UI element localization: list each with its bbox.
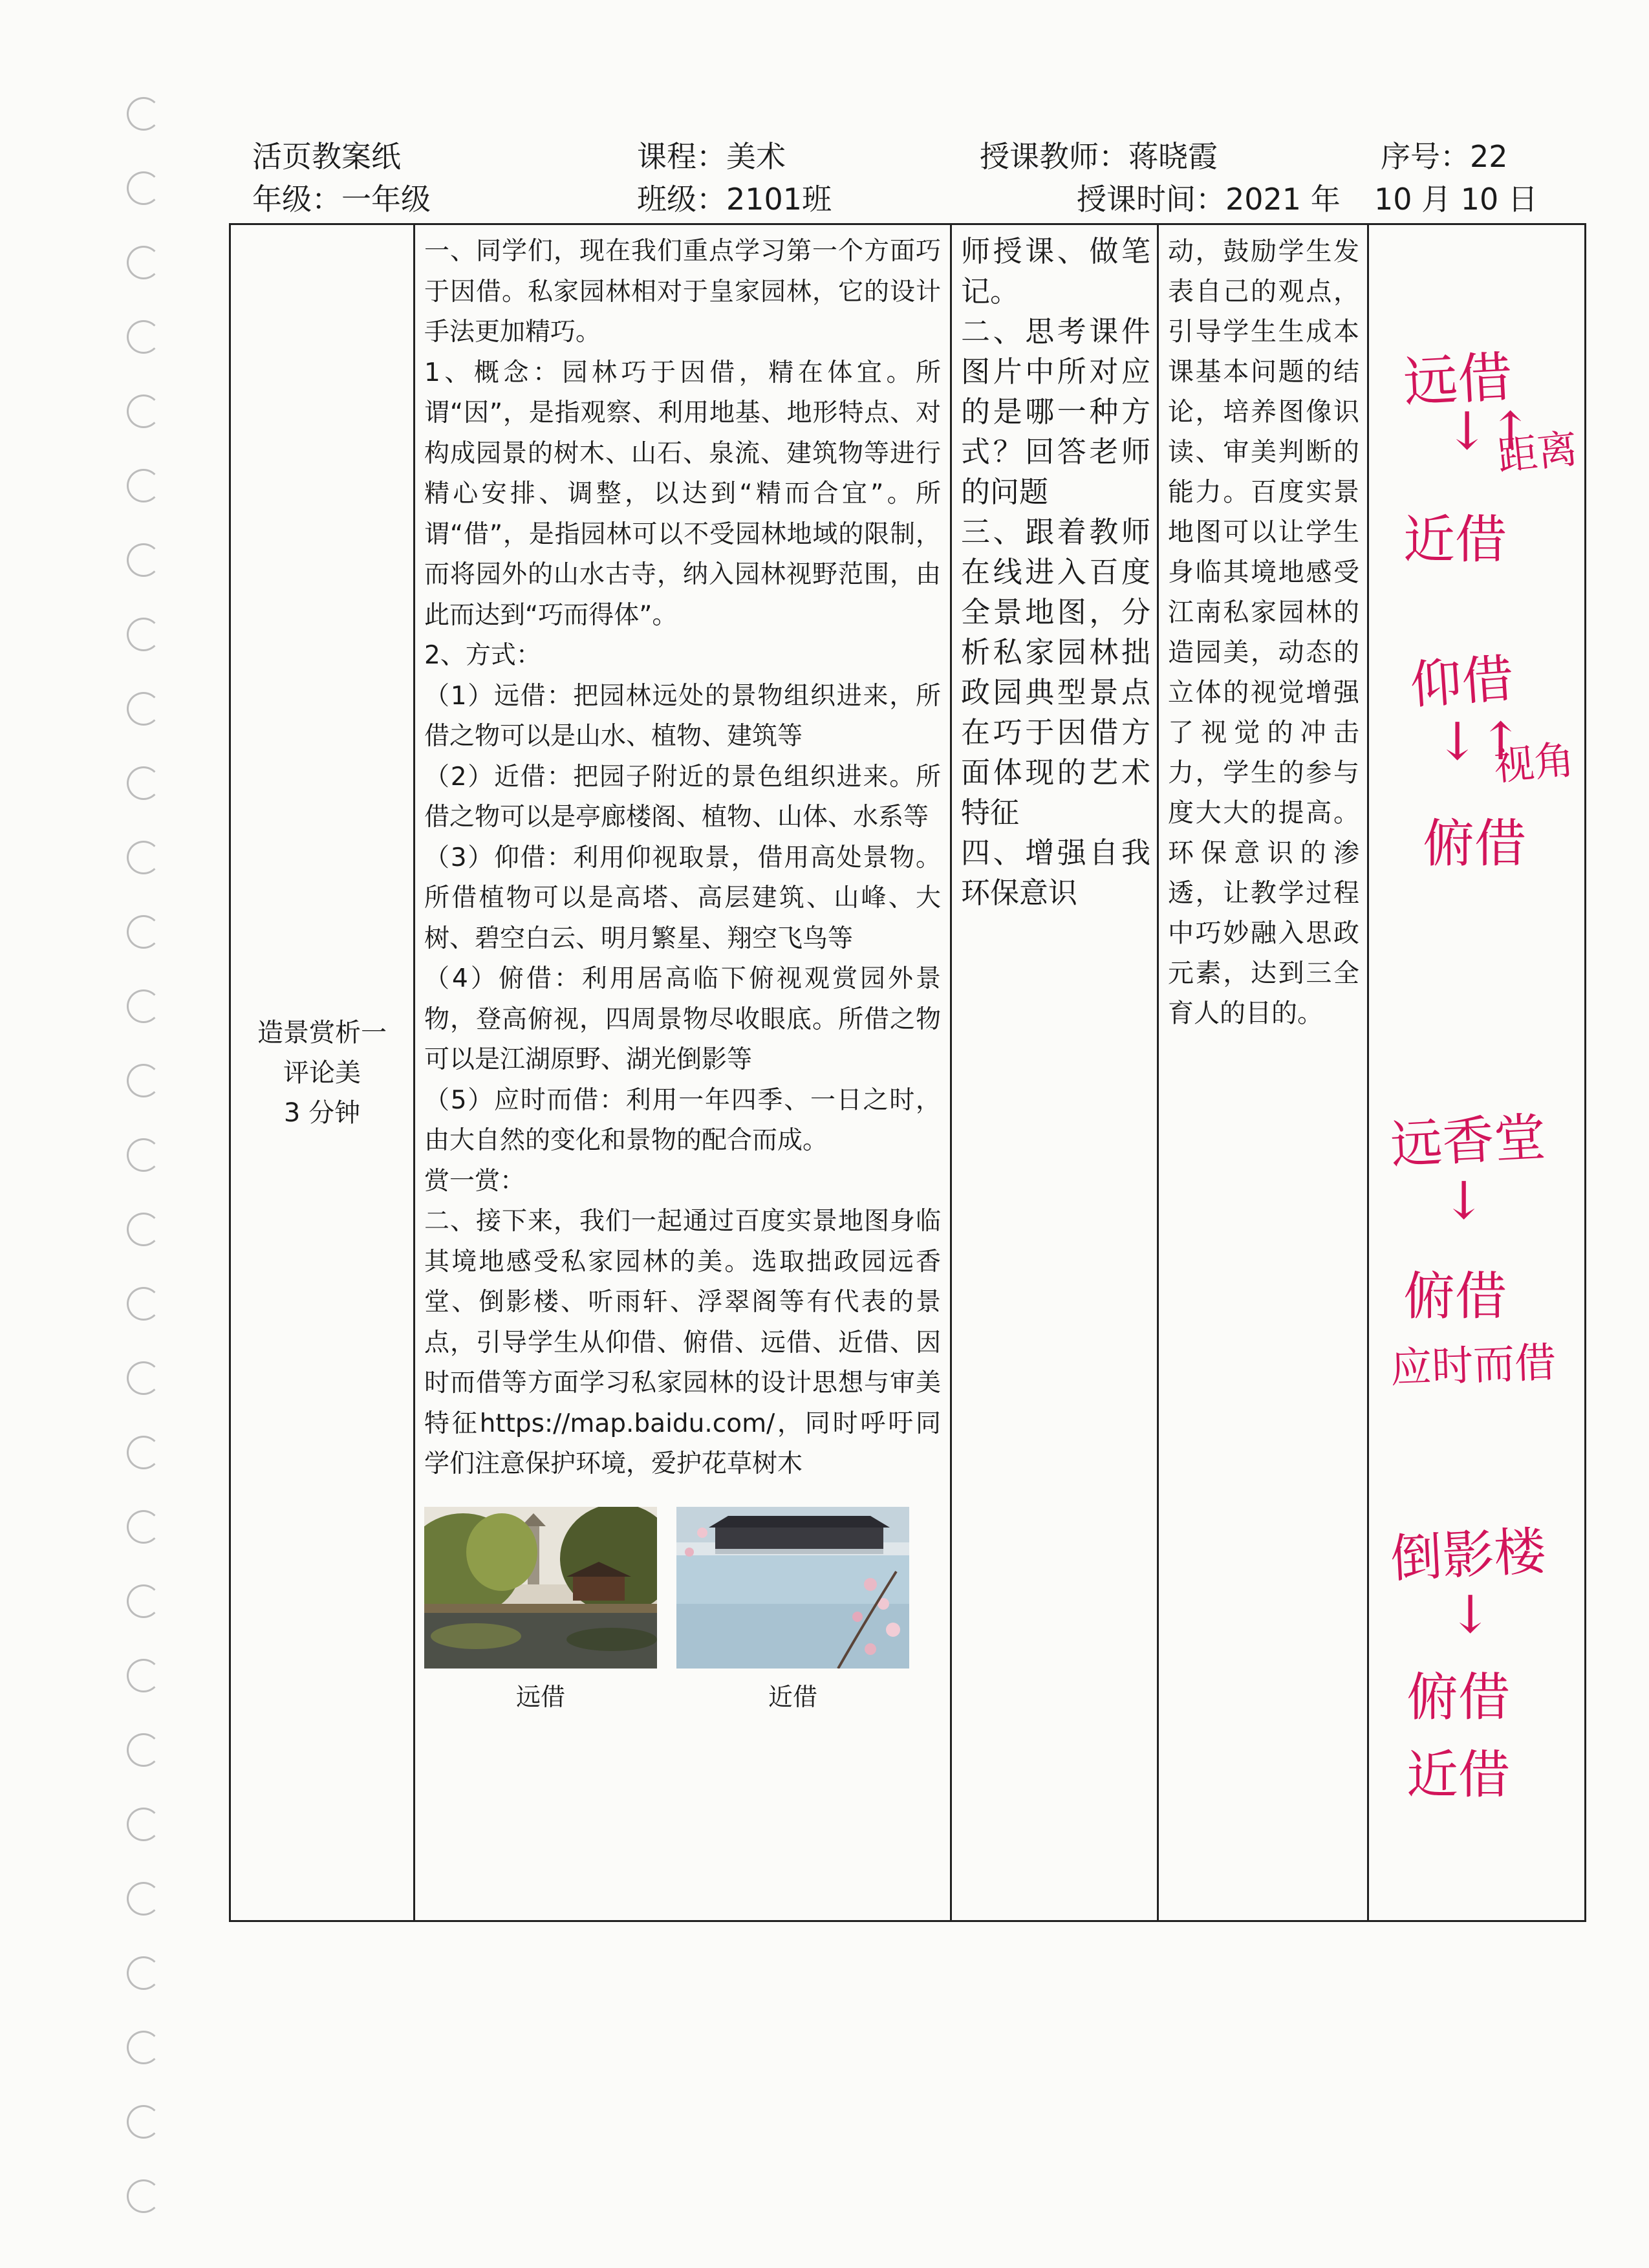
binding-ring xyxy=(127,1882,160,1916)
binding-ring xyxy=(127,1064,160,1097)
photo-near-borrow xyxy=(676,1507,909,1716)
binding-ring xyxy=(127,1808,160,1841)
handwritten-note: 距离 xyxy=(1495,424,1580,481)
content-paragraph: （2）近借：把园子附近的景色组织进来。所借之物可以是亭廊楼阁、植物、山体、水系等 xyxy=(424,762,941,832)
grade-label: 年级：一年级 xyxy=(252,182,431,217)
binding-ring xyxy=(127,2031,160,2064)
teacher-activity-cell xyxy=(415,224,951,1921)
content-paragraph: 1、概念：园林巧于因借，精在体宜。所谓“因”，是指观察、利用地基、地形特点、对构成园景的树木、山石、泉流、建筑物等进行精心安排、调整，以达到“精而合宜”。所谓“借”，是指园林可以不受园林地域的限制，而将园外的山水古寺，纳入园林视野范围，由此而达到“巧而得体”。 xyxy=(424,358,941,630)
binding-ring xyxy=(127,1436,160,1469)
binding-ring xyxy=(127,543,160,577)
stage-label xyxy=(231,225,413,1920)
content-paragraph: 二、接下来，我们一起通过百度实景地图身临其境地感受私家园林的美。选取拙政园远香堂、倒影楼、听雨轩、浮翠阁等有代表的景点，引导学生从仰借、俯借、远借、近借、因时而借等方面学习私家园林的设计思想与审美特征https://map.baidu.com/，同时呼吁同学们注意保护环境，爱护花草树木 xyxy=(424,1207,941,1478)
binding-ring xyxy=(127,1956,160,1990)
student-activity-item: 二、思考课件图片中所对应的是哪一种方式？回答老师的问题 xyxy=(961,314,1150,509)
binding-ring xyxy=(127,2105,160,2139)
binding-ring xyxy=(127,1361,160,1395)
handwritten-note: 远香堂 xyxy=(1389,1107,1547,1176)
class-label: 班级：2101班 xyxy=(637,182,832,217)
handwritten-note: 仰借 xyxy=(1408,648,1516,716)
handwritten-note: 应时而借 xyxy=(1389,1339,1557,1393)
handwritten-note: 远借 xyxy=(1401,345,1514,415)
binding-ring xyxy=(127,246,160,279)
binding-ring xyxy=(127,1733,160,1767)
stage-cell xyxy=(230,224,415,1921)
form-title: 活页教案纸 xyxy=(252,139,401,174)
garden-photo-far xyxy=(424,1507,657,1669)
binding-ring xyxy=(127,394,160,428)
student-activity-item: 三、跟着教师在线进入百度全景地图，分析私家园林拙政园典型景点在巧于因借方面体现的艺术特征 xyxy=(961,515,1150,830)
arrow-icon: ↓ xyxy=(1449,1584,1493,1645)
binding-ring xyxy=(127,1510,160,1544)
lesson-time-label: 授课时间：2021 年 xyxy=(1077,182,1341,217)
content-paragraph: （5）应时而借：利用一年四季、一日之时，由大自然的变化和景物的配合而成。 xyxy=(424,1085,941,1155)
arrow-icon: ↓↑ xyxy=(1445,401,1533,461)
garden-photo-near xyxy=(676,1507,909,1669)
content-paragraph: 赏一赏： xyxy=(424,1166,526,1196)
binding-ring xyxy=(127,1213,160,1246)
binding-ring xyxy=(127,766,160,800)
handwritten-note: 俯借 xyxy=(1403,1266,1507,1326)
binding-ring xyxy=(127,320,160,354)
photo-caption: 近借 xyxy=(768,1682,817,1711)
student-activity-item: 四、增强自我环保意识 xyxy=(961,836,1150,910)
content-paragraph: （3）仰借：利用仰视取景，借用高处景物。所借植物可以是高塔、高层建筑、山峰、大树、碧空白云、明月繁星、翔空飞鸟等 xyxy=(424,843,941,953)
binding-ring xyxy=(127,97,160,131)
content-paragraph: （4）俯借：利用居高临下俯视观赏园外景物，登高俯视，四周景物尽收眼底。所借之物可以是江湖原野、湖光倒影等 xyxy=(424,964,941,1074)
handwritten-note: 俯借 xyxy=(1423,814,1526,874)
handwritten-note: 俯借 xyxy=(1406,1667,1510,1727)
binding-ring xyxy=(127,171,160,205)
teacher-activity xyxy=(415,225,950,1716)
content-paragraph: 一、同学们，现在我们重点学习第一个方面巧于因借。私家园林相对于皇家园林，它的设计手法更加精巧。 xyxy=(424,237,941,347)
binding-ring xyxy=(127,1584,160,1618)
arrow-icon: ↓ xyxy=(1442,1171,1486,1231)
handwritten-note: 近借 xyxy=(1406,1745,1510,1805)
content-paragraph: 2、方式： xyxy=(424,641,541,670)
binding-ring xyxy=(127,469,160,502)
stage-line: 造景赏析一 xyxy=(257,1017,387,1048)
student-activity-item: 师授课、做笔记。 xyxy=(961,234,1150,308)
handwritten-note: 倒影楼 xyxy=(1389,1520,1547,1590)
binding-ring xyxy=(127,1138,160,1172)
content-paragraph: （1）远借：把园林远处的景物组织进来，所借之物可以是山水、植物、建筑等 xyxy=(424,681,941,751)
serial-number: 序号：22 xyxy=(1381,139,1508,174)
course-label: 课程：美术 xyxy=(637,139,786,174)
photo-far-borrow xyxy=(424,1507,657,1716)
handwritten-note: 近借 xyxy=(1403,510,1507,570)
student-activity xyxy=(952,225,1157,913)
binding-ring xyxy=(127,618,160,651)
teacher-label: 授课教师：蒋晓霞 xyxy=(980,139,1218,174)
binding-holes xyxy=(127,0,166,2268)
example-photos xyxy=(424,1507,941,1716)
binding-ring xyxy=(127,841,160,874)
binding-ring xyxy=(127,1287,160,1321)
student-activity-cell xyxy=(951,224,1158,1921)
stage-duration: 3 分钟 xyxy=(283,1097,361,1128)
binding-ring xyxy=(127,1659,160,1692)
arrow-icon: ↓↑ xyxy=(1436,711,1523,772)
stage-line: 评论美 xyxy=(283,1057,361,1088)
photo-caption: 远借 xyxy=(515,1682,565,1711)
binding-ring xyxy=(127,692,160,726)
lesson-plan-table xyxy=(229,223,1586,1922)
binding-ring xyxy=(127,915,160,949)
lesson-date: 10 月 10 日 xyxy=(1374,182,1538,217)
binding-ring xyxy=(127,2179,160,2213)
handwritten-note: 视角 xyxy=(1492,735,1577,790)
design-intent-cell xyxy=(1158,224,1368,1921)
binding-ring xyxy=(127,989,160,1023)
design-intent: 动，鼓励学生发表自己的观点，引导学生生成本课基本问题的结论，培养图像识读、审美判断的能力。百度实景地图可以让学生身临其境地感受江南私家园林的造园美，动态的立体的视觉增强了视觉的冲击力，学生的参与度大大的提高。环保意识的渗透，让教学过程中巧妙融入思政元素，达到三全育人的目的。 xyxy=(1168,237,1359,1028)
